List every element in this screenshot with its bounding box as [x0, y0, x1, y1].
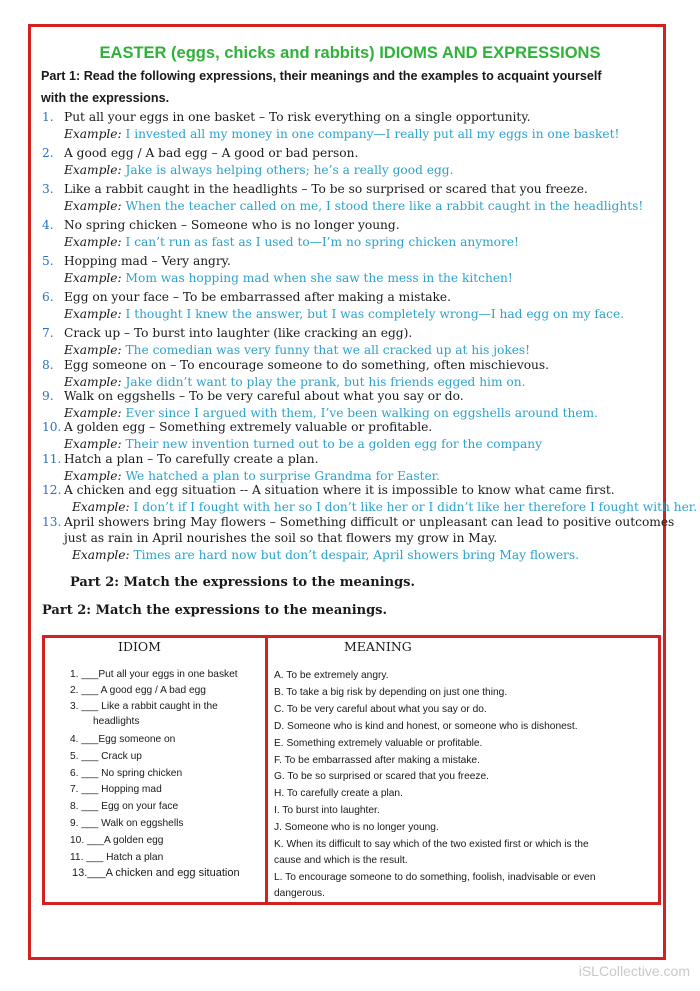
example-row [64, 127, 619, 142]
idiom-column-header: IDIOM [118, 639, 161, 654]
example-sentence: Mom was hopping mad when she saw the mess in the kitchen! [125, 271, 513, 285]
example-row [64, 406, 598, 421]
meaning-option: C. To be very careful about what you say or do. [274, 704, 487, 715]
idiom-definition: Crack up – To burst into laughter (like cracking an egg). [64, 326, 413, 340]
example-sentence: I invested all my money in one company—I really put all my eggs in one basket! [125, 127, 620, 141]
example-sentence: I don’t if I fought with her so I don’t like her or I didn’t like her therefore I fought with her. [133, 500, 698, 514]
example-row [64, 469, 440, 484]
idiom-option: 6. ___ No spring chicken [70, 768, 183, 779]
idiom-option: 7. ___ Hopping mad [70, 784, 162, 795]
idiom-definition: Egg someone on – To encourage someone to do something, often mischievous. [64, 358, 550, 372]
item-number: 4. [42, 218, 54, 232]
example-sentence: Ever since I argued with them, I’ve been walking on eggshells around them. [125, 406, 598, 420]
meaning-option: G. To be so surprised or scared that you freeze. [274, 771, 489, 782]
idiom-definition-continued: just as rain in April nourishes the soil so that flowers my grow in May. [64, 531, 498, 545]
example-sentence: I can’t run as fast as I used to—I’m no spring chicken anymore! [125, 235, 519, 249]
idiom-definition: Walk on eggshells – To be very careful about what you say or do. [64, 389, 464, 403]
item-number: 11. [42, 452, 62, 466]
meaning-option: J. Someone who is no longer young. [274, 822, 439, 833]
example-row [64, 163, 453, 178]
example-row [64, 307, 624, 322]
idiom-option: 11. ___ Hatch a plan [70, 852, 164, 863]
idiom-option: 13.___A chicken and egg situation [72, 867, 240, 879]
meaning-option: dangerous. [274, 888, 325, 899]
example-row [72, 500, 697, 515]
example-sentence: Jake didn’t want to play the prank, but his friends egged him on. [125, 375, 526, 389]
idiom-definition: A golden egg – Something extremely valuable or profitable. [64, 420, 433, 434]
idiom-definition: No spring chicken – Someone who is no longer young. [64, 218, 400, 232]
example-label: Example: [64, 271, 122, 285]
meaning-option: D. Someone who is kind and honest, or someone who is dishonest. [274, 721, 578, 732]
idiom-definition: Put all your eggs in one basket – To risk everything on a single opportunity. [64, 110, 531, 124]
example-label: Example: [64, 307, 122, 321]
meaning-option: B. To take a big risk by depending on just one thing. [274, 687, 508, 698]
item-number: 12. [42, 483, 62, 497]
meaning-option: cause and which is the result. [274, 855, 408, 866]
example-row [64, 271, 513, 286]
idiom-option: 3. ___ Like a rabbit caught in the [70, 701, 218, 712]
idiom-definition: Egg on your face – To be embarrassed after making a mistake. [64, 290, 451, 304]
idiom-option: 5. ___ Crack up [70, 751, 142, 762]
idiom-option: 9. ___ Walk on eggshells [70, 818, 184, 829]
item-number: 1. [42, 110, 54, 124]
idiom-definition: Hopping mad – Very angry. [64, 254, 231, 268]
item-number: 5. [42, 254, 54, 268]
meaning-option: L. To encourage someone to do something, foolish, inadvisable or even [274, 872, 596, 883]
meaning-option: I. To burst into laughter. [274, 805, 380, 816]
example-row [64, 375, 525, 390]
example-sentence: Their new invention turned out to be a golden egg for the company [125, 437, 542, 451]
example-label: Example: [64, 127, 122, 141]
part2-heading-first: Part 2: Match the expressions to the meanings. [70, 575, 416, 590]
example-label: Example: [64, 235, 122, 249]
example-sentence: Jake is always helping others; he’s a really good egg. [125, 163, 454, 177]
meaning-option: H. To carefully create a plan. [274, 788, 403, 799]
table-column-divider [265, 635, 268, 905]
item-number: 7. [42, 326, 54, 340]
idiom-option: 4. ___Egg someone on [70, 734, 176, 745]
example-row [64, 343, 530, 358]
meaning-column-header: MEANING [344, 639, 412, 654]
example-label: Example: [72, 548, 130, 562]
item-number: 10. [42, 420, 62, 434]
item-number: 8. [42, 358, 54, 372]
worksheet-title: EASTER (eggs, chicks and rabbits) IDIOMS AND EXPRESSIONS [99, 44, 601, 62]
idiom-option: headlights [93, 716, 140, 727]
example-label: Example: [64, 406, 122, 420]
example-sentence: When the teacher called on me, I stood there like a rabbit caught in the headlights! [125, 199, 644, 213]
idiom-option: 1. ___Put all your eggs in one basket [70, 669, 238, 680]
idiom-definition: April showers bring May flowers – Something difficult or unpleasant can lead to positive outcomes [64, 515, 675, 529]
example-label: Example: [64, 375, 122, 389]
watermark: iSLCollective.com [578, 963, 690, 979]
example-sentence: We hatched a plan to surprise Grandma for Easter. [125, 469, 441, 483]
idiom-option: 2. ___ A good egg / A bad egg [70, 685, 206, 696]
part1-instruction-line2: with the expressions. [41, 91, 170, 105]
part1-instruction-line1: Part 1: Read the following expressions, their meanings and the examples to acquaint yourself [41, 69, 602, 83]
item-number: 6. [42, 290, 54, 304]
example-label: Example: [64, 437, 122, 451]
example-row [64, 235, 519, 250]
idiom-option: 10. ___A golden egg [70, 835, 164, 846]
example-sentence: The comedian was very funny that we all cracked up at his jokes! [125, 343, 531, 357]
example-label: Example: [64, 469, 122, 483]
example-row [64, 199, 643, 214]
example-label: Example: [64, 199, 122, 213]
part1-instruction [41, 67, 661, 107]
part2-heading-second: Part 2: Match the expressions to the meanings. [42, 603, 388, 618]
idiom-definition: Like a rabbit caught in the headlights – To be so surprised or scared that you freeze. [64, 182, 588, 196]
item-number: 3. [42, 182, 54, 196]
idiom-definition: Hatch a plan – To carefully create a plan. [64, 452, 319, 466]
idiom-definition: A good egg / A bad egg – A good or bad person. [64, 146, 359, 160]
example-label: Example: [64, 163, 122, 177]
example-label: Example: [72, 500, 130, 514]
example-sentence: I thought I knew the answer, but I was completely wrong—I had egg on my face. [125, 307, 625, 321]
idiom-definition: A chicken and egg situation -- A situation where it is impossible to know what came first. [64, 483, 615, 497]
item-number: 9. [42, 389, 54, 403]
meaning-option: E. Something extremely valuable or profitable. [274, 738, 483, 749]
example-row [72, 548, 579, 563]
item-number: 13. [42, 515, 62, 529]
example-sentence: Times are hard now but don’t despair, April showers bring May flowers. [133, 548, 579, 562]
example-row [64, 437, 542, 452]
meaning-option: F. To be embarrassed after making a mistake. [274, 755, 480, 766]
meaning-option: K. When its difficult to say which of the two existed first or which is the [274, 839, 589, 850]
item-number: 2. [42, 146, 54, 160]
example-label: Example: [64, 343, 122, 357]
idiom-option: 8. ___ Egg on your face [70, 801, 179, 812]
meaning-option: A. To be extremely angry. [274, 670, 389, 681]
